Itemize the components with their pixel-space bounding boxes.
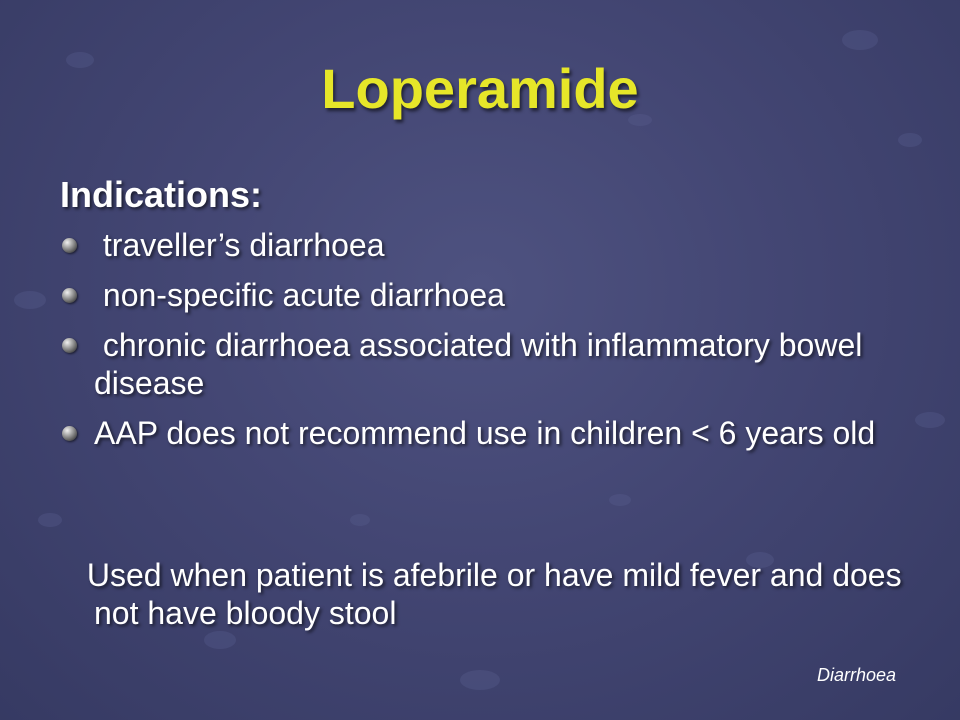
footer-label: Diarrhoea — [816, 665, 896, 685]
usage-note: Used when patient is afebrile or have mild fever and does not have bloody stool — [78, 557, 911, 631]
list-item — [60, 226, 900, 264]
bullet-text: AAP does not recommend use in children < 6 years old — [94, 415, 876, 451]
list-item — [60, 414, 900, 452]
sphere-bullet-icon — [62, 288, 77, 303]
list-item — [60, 276, 900, 314]
bullet-text: traveller’s diarrhoea — [94, 227, 385, 263]
bullet-text: non-specific acute diarrhoea — [94, 277, 505, 313]
section-heading: Indications: — [60, 174, 263, 215]
slide-title: Loperamide — [321, 57, 639, 120]
bullet-text: chronic diarrhoea associated with inflammatory bowel disease — [94, 327, 872, 401]
sphere-bullet-icon — [62, 426, 77, 441]
indications-list — [60, 226, 900, 452]
sphere-bullet-icon — [62, 338, 77, 353]
sphere-bullet-icon — [62, 238, 77, 253]
list-item — [60, 326, 900, 402]
